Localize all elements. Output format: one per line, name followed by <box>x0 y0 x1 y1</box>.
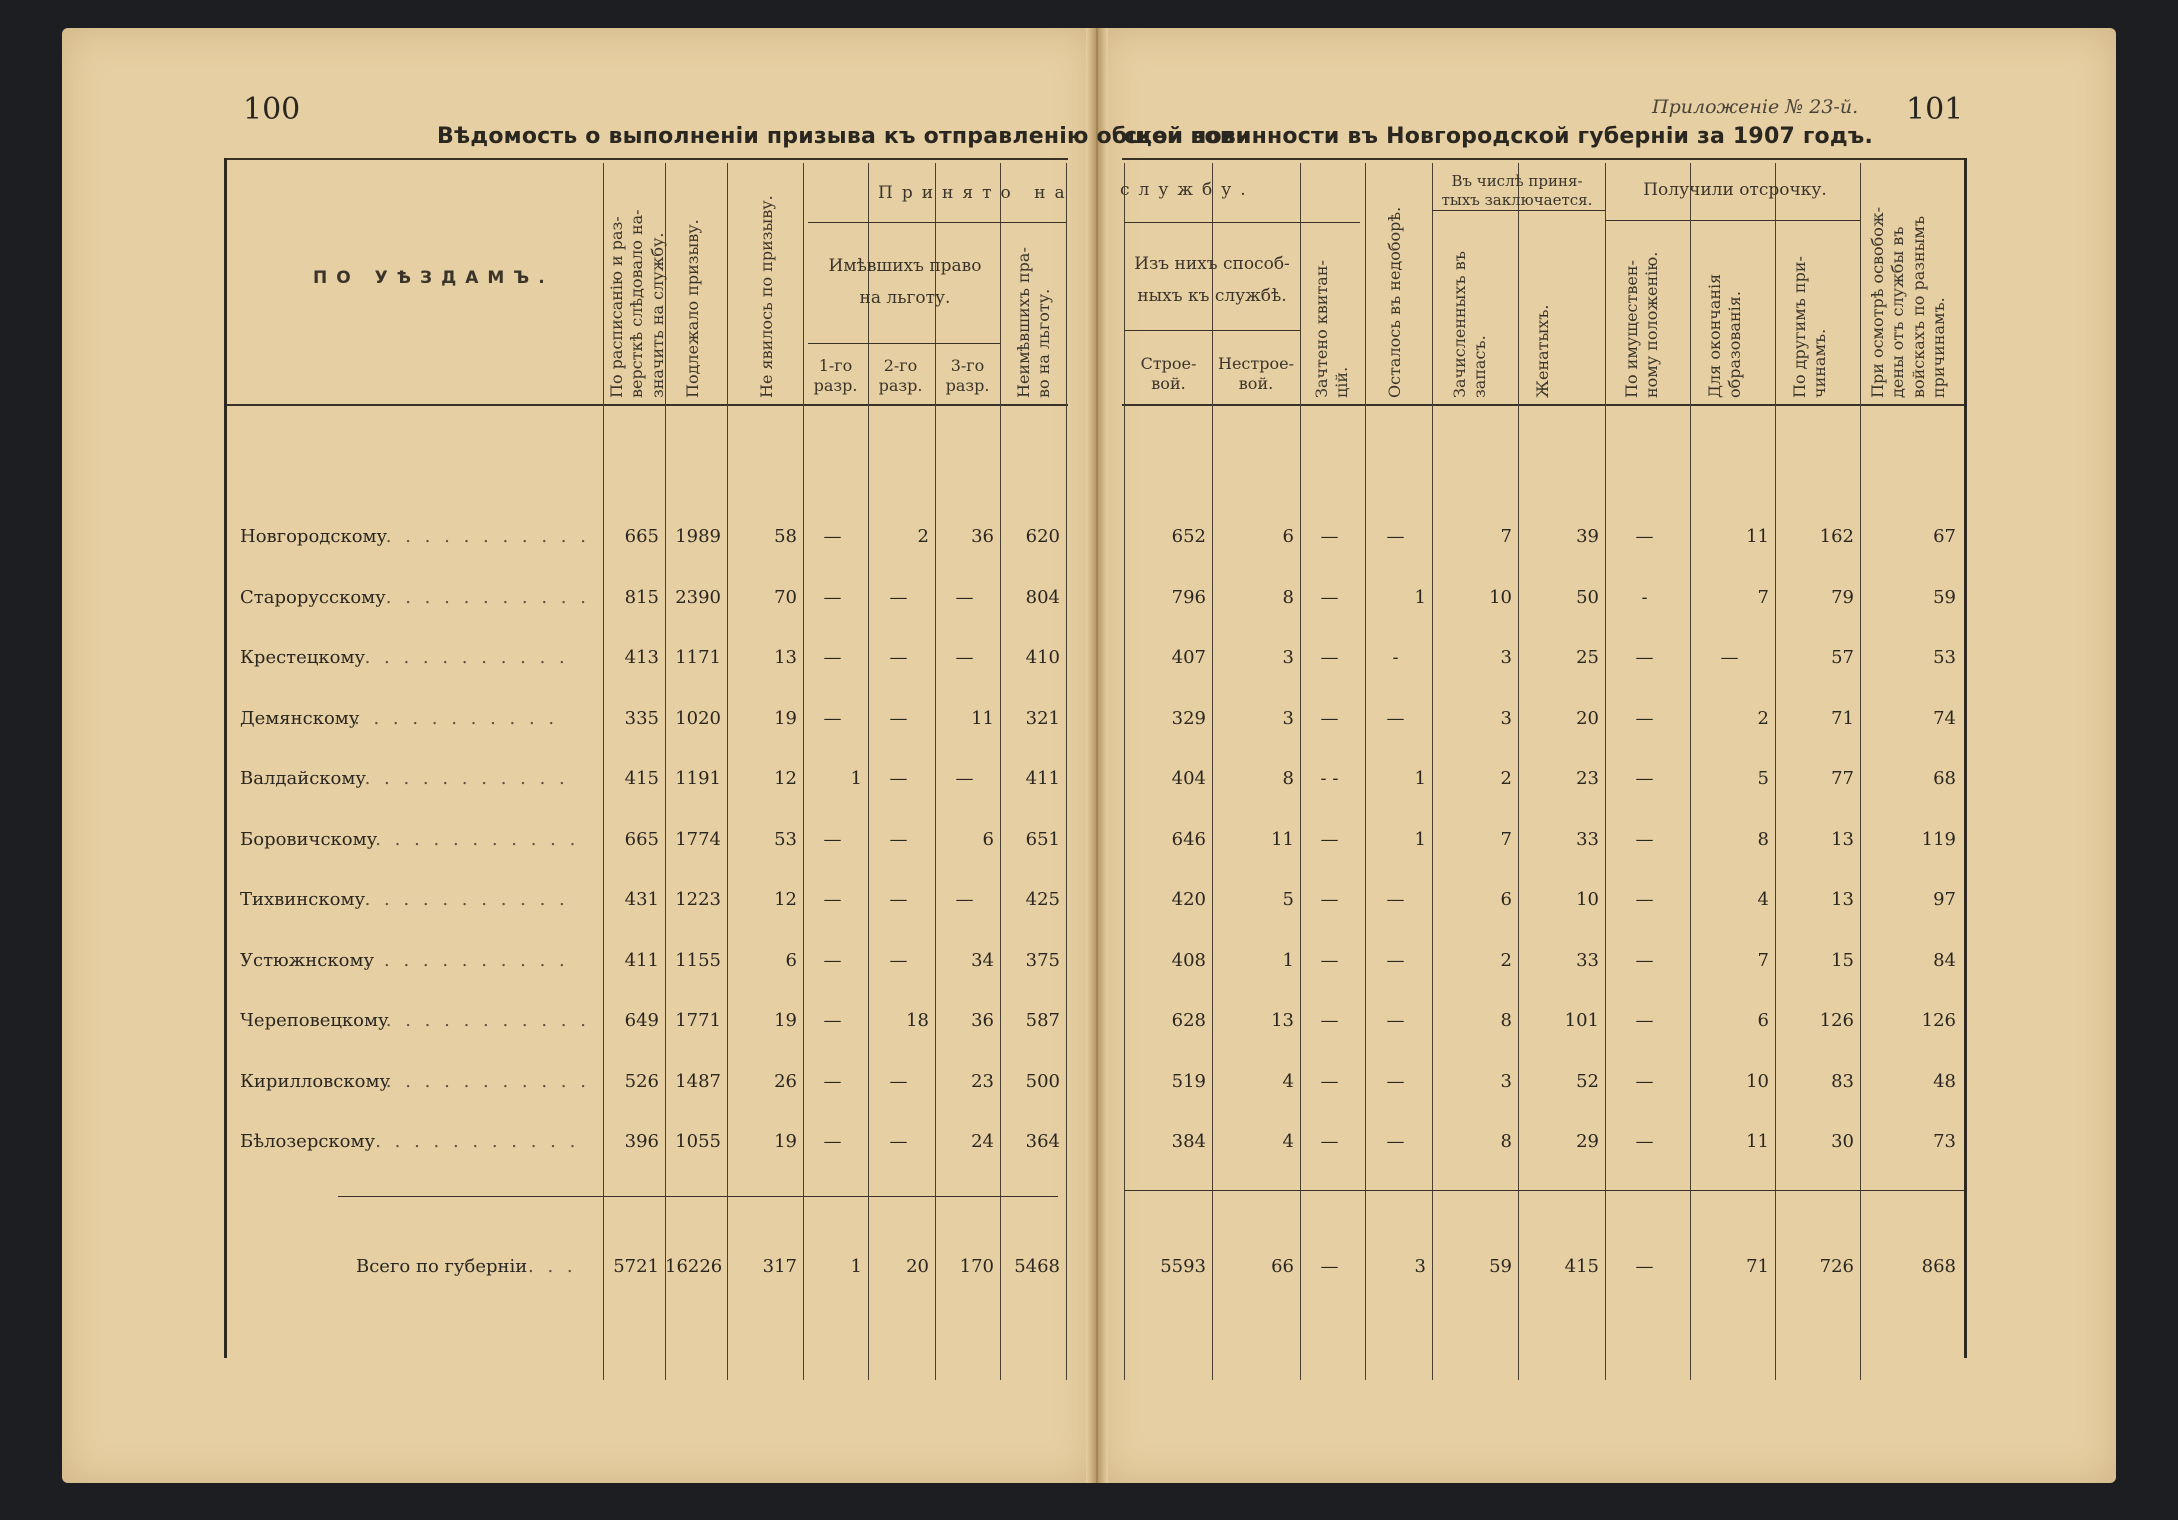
total-cell: 1 <box>850 1256 862 1277</box>
privileged-header: Имѣвшихъ право на льготу. <box>828 256 982 309</box>
table-cell: 101 <box>1564 1010 1599 1031</box>
table-cell: - <box>1392 647 1399 668</box>
table-cell: 8 <box>1500 1131 1512 1152</box>
table-cell: 19 <box>774 707 797 729</box>
header-by-other: По другимъ при- чинамъ. <box>1790 256 1830 398</box>
table-cell: — <box>823 1131 842 1152</box>
table-cell: 665 <box>624 828 659 850</box>
table-cell: 15 <box>1831 949 1854 971</box>
total-cell: 5593 <box>1160 1256 1206 1277</box>
table-cell: 411 <box>1025 768 1060 789</box>
table-cell: 1191 <box>675 768 721 789</box>
table-cell: 646 <box>1171 828 1206 850</box>
table-cell: 3 <box>1500 647 1512 668</box>
table-cell: 11 <box>1271 828 1294 850</box>
table-cell: 39 <box>1576 526 1599 547</box>
header-receipts: Зачтено квитан- цій. <box>1312 260 1352 398</box>
total-rule-right <box>1124 1190 1964 1191</box>
header-shortfall: Осталось въ недоборѣ. <box>1385 206 1404 398</box>
page-number-left: 100 <box>243 92 301 127</box>
header-noncombat: Нестрое- вой. <box>1218 354 1294 393</box>
table-cell: — <box>823 828 842 850</box>
table-cell: — <box>955 586 974 608</box>
leader-dots: . . . . . . . . . . . <box>354 707 559 729</box>
leader-dots: . . . . . . . . . . . <box>364 768 569 789</box>
table-cell: — <box>1635 707 1654 729</box>
total-cell: 170 <box>959 1256 994 1277</box>
table-cell: 2 <box>917 526 929 547</box>
table-cell: - - <box>1320 768 1339 789</box>
table-cell: 73 <box>1933 1131 1956 1152</box>
header-bottom-rule-right <box>1122 404 1965 406</box>
table-cell: — <box>889 707 908 729</box>
table-cell: — <box>1386 526 1405 547</box>
table-cell: 411 <box>624 949 659 971</box>
table-cell: 2390 <box>675 586 721 608</box>
table-cell: 526 <box>624 1070 659 1092</box>
table-cell: — <box>1386 1070 1405 1092</box>
table-cell: 83 <box>1831 1070 1854 1092</box>
table-cell: 19 <box>774 1131 797 1152</box>
header-bottom-rule-left <box>226 404 1068 406</box>
table-cell: — <box>823 1070 842 1092</box>
table-cell: 1223 <box>675 889 721 910</box>
district-name: Крестецкому <box>240 647 366 668</box>
table-cell: 10 <box>1576 889 1599 910</box>
table-cell: 5 <box>1757 768 1769 789</box>
leader-dots: . . . . . . . . . . . <box>385 526 590 547</box>
table-cell: 50 <box>1576 586 1599 608</box>
table-cell: 26 <box>774 1070 797 1092</box>
table-cell: — <box>1635 949 1654 971</box>
table-cell: 375 <box>1025 949 1060 971</box>
table-cell: — <box>1635 1070 1654 1092</box>
table-cell: 23 <box>971 1070 994 1092</box>
table-cell: 53 <box>774 828 797 850</box>
table-cell: 1 <box>850 768 862 789</box>
table-cell: 413 <box>624 647 659 668</box>
table-cell: 13 <box>1271 1010 1294 1031</box>
table-cell: — <box>1635 526 1654 547</box>
table-cell: 24 <box>971 1131 994 1152</box>
among-header: Въ числѣ приня- тыхъ заключается. <box>1441 172 1593 209</box>
district-name: Старорусскому <box>240 586 386 608</box>
table-cell: 1 <box>1282 949 1294 971</box>
district-name: Бѣлозерскому <box>240 1131 376 1152</box>
table-cell: — <box>1320 889 1339 910</box>
table-cell: — <box>1635 828 1654 850</box>
table-cell: 11 <box>971 707 994 729</box>
table-cell: 1 <box>1414 768 1426 789</box>
district-name: Валдайскому <box>240 768 366 789</box>
table-cell: 1055 <box>675 1131 721 1152</box>
table-cell: 384 <box>1171 1131 1206 1152</box>
table-cell: 3 <box>1500 1070 1512 1092</box>
table-cell: 58 <box>774 526 797 547</box>
table-cell: — <box>1320 1010 1339 1031</box>
leader-dots: . . . <box>528 1256 577 1277</box>
table-top-rule-right <box>1122 158 1965 160</box>
district-name: Боровичскому <box>240 828 378 850</box>
header-col-absent: Не явилось по призыву. <box>757 195 776 398</box>
deferred-header: Получили отсрочку. <box>1643 180 1827 200</box>
column-divider <box>1066 163 1067 1380</box>
fit-subrule <box>1124 330 1300 331</box>
table-cell: 1487 <box>675 1070 721 1092</box>
table-cell: 3 <box>1282 707 1294 729</box>
table-cell: 335 <box>624 707 659 729</box>
table-cell: 11 <box>1746 1131 1769 1152</box>
table-cell: — <box>1320 526 1339 547</box>
table-cell: 649 <box>624 1010 659 1031</box>
table-cell: 425 <box>1025 889 1060 910</box>
table-cell: 1989 <box>675 526 721 547</box>
table-cell: — <box>889 647 908 668</box>
table-cell: 59 <box>1933 586 1956 608</box>
table-cell: 6 <box>1282 526 1294 547</box>
total-cell: 66 <box>1271 1256 1294 1277</box>
district-name: Устюжнскому <box>240 949 375 971</box>
table-cell: 321 <box>1025 707 1060 729</box>
among-subrule <box>1432 210 1605 211</box>
table-cell: 10 <box>1489 586 1512 608</box>
table-cell: 587 <box>1025 1010 1060 1031</box>
table-cell: — <box>1635 1010 1654 1031</box>
table-cell: 7 <box>1757 586 1769 608</box>
table-cell: 29 <box>1576 1131 1599 1152</box>
table-cell: — <box>1635 647 1654 668</box>
table-cell: 52 <box>1576 1070 1599 1092</box>
table-cell: 415 <box>624 768 659 789</box>
table-cell: 36 <box>971 526 994 547</box>
table-cell: 4 <box>1282 1131 1294 1152</box>
table-cell: 500 <box>1025 1070 1060 1092</box>
total-cell: 868 <box>1921 1256 1956 1277</box>
table-cell: — <box>955 647 974 668</box>
table-cell: 3 <box>1282 647 1294 668</box>
title-right: ской повинности въ Новгородской губерніи за 1907 годъ. <box>1124 124 1874 149</box>
table-cell: 13 <box>1831 828 1854 850</box>
table-cell: 71 <box>1831 707 1854 729</box>
table-cell: 8 <box>1282 768 1294 789</box>
district-name: Череповецкому <box>240 1010 389 1031</box>
table-cell: - <box>1641 586 1648 608</box>
table-cell: — <box>955 768 974 789</box>
table-cell: 70 <box>774 586 797 608</box>
table-cell: 8 <box>1282 586 1294 608</box>
table-cell: — <box>1386 889 1405 910</box>
accepted-header-right: службу. <box>1120 180 1255 200</box>
table-cell: 815 <box>624 586 659 608</box>
table-cell: 119 <box>1921 828 1956 850</box>
table-cell: 1 <box>1414 586 1426 608</box>
table-cell: 1774 <box>675 828 721 850</box>
table-cell: — <box>1720 647 1739 668</box>
table-cell: 6 <box>1500 889 1512 910</box>
table-cell: 7 <box>1500 526 1512 547</box>
table-cell: 6 <box>1757 1010 1769 1031</box>
table-cell: 431 <box>624 889 659 910</box>
table-cell: 1771 <box>675 1010 721 1031</box>
district-name: Новгородскому <box>240 526 388 547</box>
table-cell: 36 <box>971 1010 994 1031</box>
table-cell: 651 <box>1025 828 1060 850</box>
leader-dots: . . . . . . . . . . . <box>364 889 569 910</box>
leader-dots: . . . . . . . . . . . <box>364 949 569 971</box>
table-cell: — <box>1386 1010 1405 1031</box>
accepted-header-left: Принято на <box>878 183 1074 203</box>
district-name: Тихвинскому <box>240 889 366 910</box>
table-cell: — <box>889 586 908 608</box>
privileged-subrule <box>808 343 1000 344</box>
leader-dots: . . . . . . . . . . . <box>375 828 580 850</box>
table-cell: 79 <box>1831 586 1854 608</box>
header-nonprivileged: Неимѣвшихъ пра- во на льготу. <box>1014 247 1054 398</box>
table-cell: 8 <box>1757 828 1769 850</box>
table-cell: 4 <box>1757 889 1769 910</box>
table-cell: 408 <box>1171 949 1206 971</box>
table-cell: — <box>1320 949 1339 971</box>
table-cell: — <box>889 889 908 910</box>
header-combat: Строе- вой. <box>1140 354 1197 393</box>
table-cell: 796 <box>1171 586 1206 608</box>
table-cell: — <box>1386 949 1405 971</box>
table-cell: — <box>1635 768 1654 789</box>
table-cell: 13 <box>774 647 797 668</box>
table-cell: 804 <box>1025 586 1060 608</box>
table-cell: 396 <box>624 1131 659 1152</box>
total-cell: 59 <box>1489 1256 1512 1277</box>
table-cell: — <box>823 949 842 971</box>
table-cell: 25 <box>1576 647 1599 668</box>
table-cell: — <box>823 889 842 910</box>
table-cell: 77 <box>1831 768 1854 789</box>
table-cell: — <box>823 707 842 729</box>
table-cell: 1020 <box>675 707 721 729</box>
table-cell: — <box>1320 828 1339 850</box>
accepted-subrule-left <box>808 222 1066 223</box>
table-cell: — <box>1320 647 1339 668</box>
leader-dots: . . . . . . . . . . . <box>385 1010 590 1031</box>
table-cell: 4 <box>1282 1070 1294 1092</box>
total-cell: 20 <box>906 1256 929 1277</box>
table-cell: 11 <box>1746 526 1769 547</box>
table-cell: 12 <box>774 889 797 910</box>
table-cell: 68 <box>1933 768 1956 789</box>
table-cell: 18 <box>906 1010 929 1031</box>
table-cell: 20 <box>1576 707 1599 729</box>
table-cell: 23 <box>1576 768 1599 789</box>
table-cell: 6 <box>982 828 994 850</box>
table-cell: 74 <box>1933 707 1956 729</box>
table-cell: — <box>1386 707 1405 729</box>
table-cell: 5 <box>1282 889 1294 910</box>
table-cell: — <box>889 949 908 971</box>
header-reserve: Зачисленныхъ въ запасъ. <box>1450 251 1490 398</box>
table-cell: 10 <box>1746 1070 1769 1092</box>
header-cat2: 2-го разр. <box>878 356 923 395</box>
table-cell: 420 <box>1171 889 1206 910</box>
table-left-border <box>224 158 227 1358</box>
header-col-quota: По расписанію и раз- версткѣ слѣдовало на- значить на службу. <box>607 209 667 398</box>
table-cell: 407 <box>1171 647 1206 668</box>
total-label: Всего по губерніи <box>356 1256 528 1277</box>
leader-dots: . . . . . . . . . . . <box>375 1131 580 1152</box>
total-cell: 16226 <box>665 1256 723 1277</box>
district-name: Кирилловскому <box>240 1070 391 1092</box>
header-cat3: 3-го разр. <box>945 356 990 395</box>
total-cell: 3 <box>1414 1256 1426 1277</box>
leader-dots: . . . . . . . . . . . <box>385 586 590 608</box>
table-cell: 126 <box>1921 1010 1956 1031</box>
fit-header: Изъ нихъ способ- ныхъ къ службѣ. <box>1134 254 1290 307</box>
table-right-border <box>1964 158 1967 1358</box>
total-cell: 5721 <box>613 1256 659 1277</box>
table-cell: — <box>955 889 974 910</box>
table-cell: — <box>823 647 842 668</box>
table-cell: 84 <box>1933 949 1956 971</box>
table-cell: 7 <box>1500 828 1512 850</box>
table-cell: — <box>889 1070 908 1092</box>
header-by-property: По имуществен- ному положенію. <box>1622 251 1662 398</box>
district-name: Демянскому <box>240 707 360 729</box>
table-cell: 2 <box>1500 768 1512 789</box>
header-col-subject: Подлежало призыву. <box>683 219 702 398</box>
leader-dots: . . . . . . . . . . . <box>385 1070 590 1092</box>
table-cell: 364 <box>1025 1131 1060 1152</box>
total-cell: 726 <box>1819 1256 1854 1277</box>
table-cell: — <box>823 1010 842 1031</box>
appendix-label: Приложеніе № 23-й. <box>1652 96 1859 118</box>
table-cell: 57 <box>1831 647 1854 668</box>
header-exempted: При осмотрѣ освобож- дены отъ службы въ войскахъ по разнымъ причинамъ. <box>1868 206 1949 398</box>
table-cell: 7 <box>1757 949 1769 971</box>
table-cell: — <box>1635 1131 1654 1152</box>
table-cell: 6 <box>785 949 797 971</box>
header-married: Женатыхъ. <box>1533 304 1552 398</box>
table-cell: 30 <box>1831 1131 1854 1152</box>
title-left: Вѣдомость о выполненіи призыва къ отправленію общей воин <box>437 124 1251 149</box>
table-cell: 628 <box>1171 1010 1206 1031</box>
table-cell: 620 <box>1025 526 1060 547</box>
table-cell: — <box>1635 889 1654 910</box>
table-cell: 48 <box>1933 1070 1956 1092</box>
table-cell: 8 <box>1500 1010 1512 1031</box>
table-cell: 1171 <box>675 647 721 668</box>
table-cell: — <box>889 1131 908 1152</box>
total-cell: 71 <box>1746 1256 1769 1277</box>
table-cell: — <box>1320 586 1339 608</box>
table-cell: 519 <box>1171 1070 1206 1092</box>
table-cell: 126 <box>1819 1010 1854 1031</box>
page-number-right: 101 <box>1906 92 1964 127</box>
table-cell: — <box>1320 1131 1339 1152</box>
total-cell: 5468 <box>1014 1256 1060 1277</box>
accepted-subrule-right <box>1124 222 1360 223</box>
table-cell: 33 <box>1576 949 1599 971</box>
table-cell: 162 <box>1819 526 1854 547</box>
total-cell: — <box>1635 1256 1654 1277</box>
total-cell: 317 <box>762 1256 797 1277</box>
total-rule-left <box>338 1196 1058 1197</box>
table-cell: 665 <box>624 526 659 547</box>
table-cell: — <box>823 526 842 547</box>
table-cell: 33 <box>1576 828 1599 850</box>
header-by-education: Для окончанія образованія. <box>1705 273 1745 398</box>
table-cell: — <box>1320 1070 1339 1092</box>
book-gutter <box>1086 28 1108 1483</box>
deferred-subrule <box>1605 220 1860 221</box>
table-cell: 404 <box>1171 768 1206 789</box>
table-cell: — <box>1320 707 1339 729</box>
table-cell: — <box>1386 1131 1405 1152</box>
table-cell: 13 <box>1831 889 1854 910</box>
total-cell: 415 <box>1564 1256 1599 1277</box>
table-cell: 410 <box>1025 647 1060 668</box>
table-cell: 34 <box>971 949 994 971</box>
table-cell: 12 <box>774 768 797 789</box>
table-cell: 53 <box>1933 647 1956 668</box>
table-cell: — <box>889 828 908 850</box>
table-cell: 2 <box>1757 707 1769 729</box>
table-cell: 97 <box>1933 889 1956 910</box>
district-header: ПО УѢЗДАМЪ. <box>313 268 554 288</box>
table-cell: 2 <box>1500 949 1512 971</box>
table-cell: 19 <box>774 1010 797 1031</box>
table-cell: 67 <box>1933 526 1956 547</box>
table-top-rule-left <box>226 158 1068 160</box>
table-cell: 652 <box>1171 526 1206 547</box>
table-cell: 1155 <box>675 949 721 971</box>
leader-dots: . . . . . . . . . . . <box>364 647 569 668</box>
table-cell: 3 <box>1500 707 1512 729</box>
table-cell: 329 <box>1171 707 1206 729</box>
table-cell: — <box>823 586 842 608</box>
table-cell: — <box>889 768 908 789</box>
total-cell: — <box>1320 1256 1339 1277</box>
table-cell: 1 <box>1414 828 1426 850</box>
header-cat1: 1-го разр. <box>813 356 858 395</box>
